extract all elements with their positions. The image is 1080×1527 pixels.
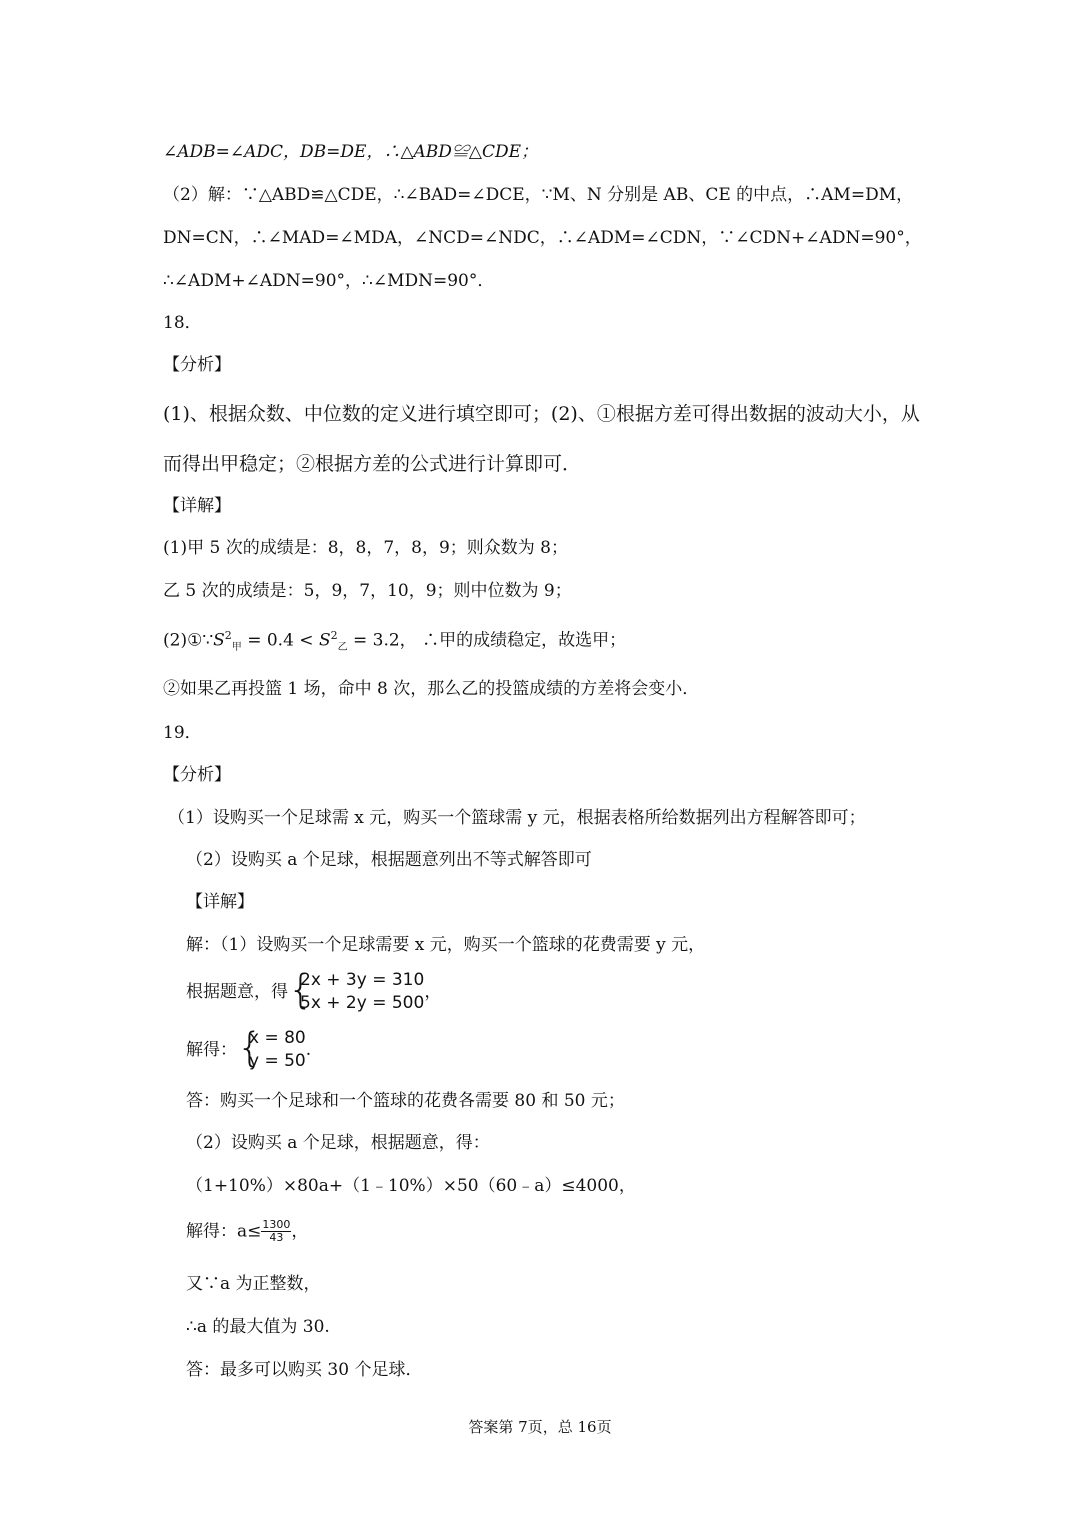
text-line: 答：最多可以购买 30 个足球． xyxy=(186,1360,423,1380)
text-fragment: 根据题意，得 xyxy=(186,982,288,1002)
text-line: ②如果乙再投篮 1 场，命中 8 次，那么乙的投篮成绩的方差将会变小． xyxy=(163,679,700,699)
fraction-denominator: 43 xyxy=(269,1231,284,1244)
question-number: 19． xyxy=(163,723,202,743)
text-fragment: . xyxy=(305,1040,312,1060)
text-fragment: (2)①∵ xyxy=(163,630,214,651)
brace-icon: { xyxy=(237,1025,263,1071)
equation-system-line xyxy=(186,969,441,1021)
math-superscript: 2 xyxy=(224,629,232,642)
text-fragment: 解得：a≤ xyxy=(186,1221,262,1242)
page-footer: 答案第 7页，总 16页 xyxy=(468,1418,612,1436)
text-line: (1)、根据众数、中位数的定义进行填空即可；(2)、①根据方差可得出数据的波动大小，从 xyxy=(163,403,920,425)
section-heading: 【分析】 xyxy=(163,355,231,375)
fraction-line xyxy=(186,1219,308,1244)
equation: x = 80 xyxy=(249,1028,306,1048)
text-fragment: 解得： xyxy=(186,1040,237,1060)
text-line: (1)甲 5 次的成绩是：8，8，7，8，9；则众数为 8； xyxy=(163,538,569,558)
math-subscript: 乙 xyxy=(337,642,348,654)
text-line: ∴a 的最大值为 30. xyxy=(186,1317,330,1337)
fraction xyxy=(261,1219,291,1244)
text-line: ∠ADB=∠ADC，DB=DE，∴△ABD≌△CDE； xyxy=(163,142,539,162)
text-line: 答：购买一个足球和一个篮球的花费各需要 80 和 50 元； xyxy=(186,1091,625,1111)
section-heading: 【分析】 xyxy=(163,765,231,785)
text-line: 又∵a 为正整数， xyxy=(186,1274,321,1294)
text-line: 乙 5 次的成绩是：5，9，7，10，9；则中位数为 9； xyxy=(163,581,572,601)
equation: y = 50 xyxy=(249,1051,306,1071)
text-line: （1+10%）×80a+（1﹣10%）×50（60﹣a）≤4000， xyxy=(186,1176,636,1196)
text-fragment: ， xyxy=(291,1221,309,1242)
text-fragment: = 3.2， ∴甲的成绩稳定，故选甲； xyxy=(347,630,627,651)
brace-icon: { xyxy=(288,967,314,1013)
text-line: DN=CN，∴∠MAD=∠MDA，∠NCD=∠NDC，∴∠ADM=∠CDN，∵∠CDN+∠ADN=90°， xyxy=(163,228,922,248)
equation: 5x + 2y = 500 xyxy=(300,993,425,1013)
section-heading: 【详解】 xyxy=(163,496,231,516)
math-symbol: S xyxy=(213,630,225,651)
text-line: （1）设购买一个足球需 x 元，购买一个篮球需 y 元，根据表格所给数据列出方程解答即可； xyxy=(168,808,866,828)
question-number: 18． xyxy=(163,313,202,333)
text-line: 解：（1）设购买一个足球需要 x 元，购买一个篮球的花费需要 y 元， xyxy=(186,935,706,955)
text-line: ∴∠ADM+∠ADN=90°，∴∠MDN=90°． xyxy=(163,271,495,291)
math-superscript: 2 xyxy=(330,629,338,642)
math-subscript: 甲 xyxy=(231,642,242,654)
solution-system-line xyxy=(186,1027,311,1079)
text-fragment: = 0.4 < xyxy=(241,630,319,651)
text-fragment: ， xyxy=(424,982,442,1002)
equation-system xyxy=(237,1027,306,1073)
text-line: （2）设购买 a 个足球，根据题意，得： xyxy=(186,1133,490,1153)
text-line: （2）设购买 a 个足球，根据题意列出不等式解答即可 xyxy=(186,850,592,870)
section-heading: 【详解】 xyxy=(186,892,254,912)
equation: 2x + 3y = 310 xyxy=(300,970,425,990)
math-symbol: S xyxy=(318,630,331,651)
equation-system xyxy=(288,969,424,1015)
variance-comparison xyxy=(163,624,626,660)
fraction-numerator: 1300 xyxy=(262,1218,291,1231)
text-line: （2）解：∵△ABD≌△CDE，∴∠BAD=∠DCE，∵M、N 分别是 AB、CE 的中点，∴AM=DM， xyxy=(163,185,914,205)
text-line: 而得出甲稳定；②根据方差的公式进行计算即可． xyxy=(163,453,582,475)
